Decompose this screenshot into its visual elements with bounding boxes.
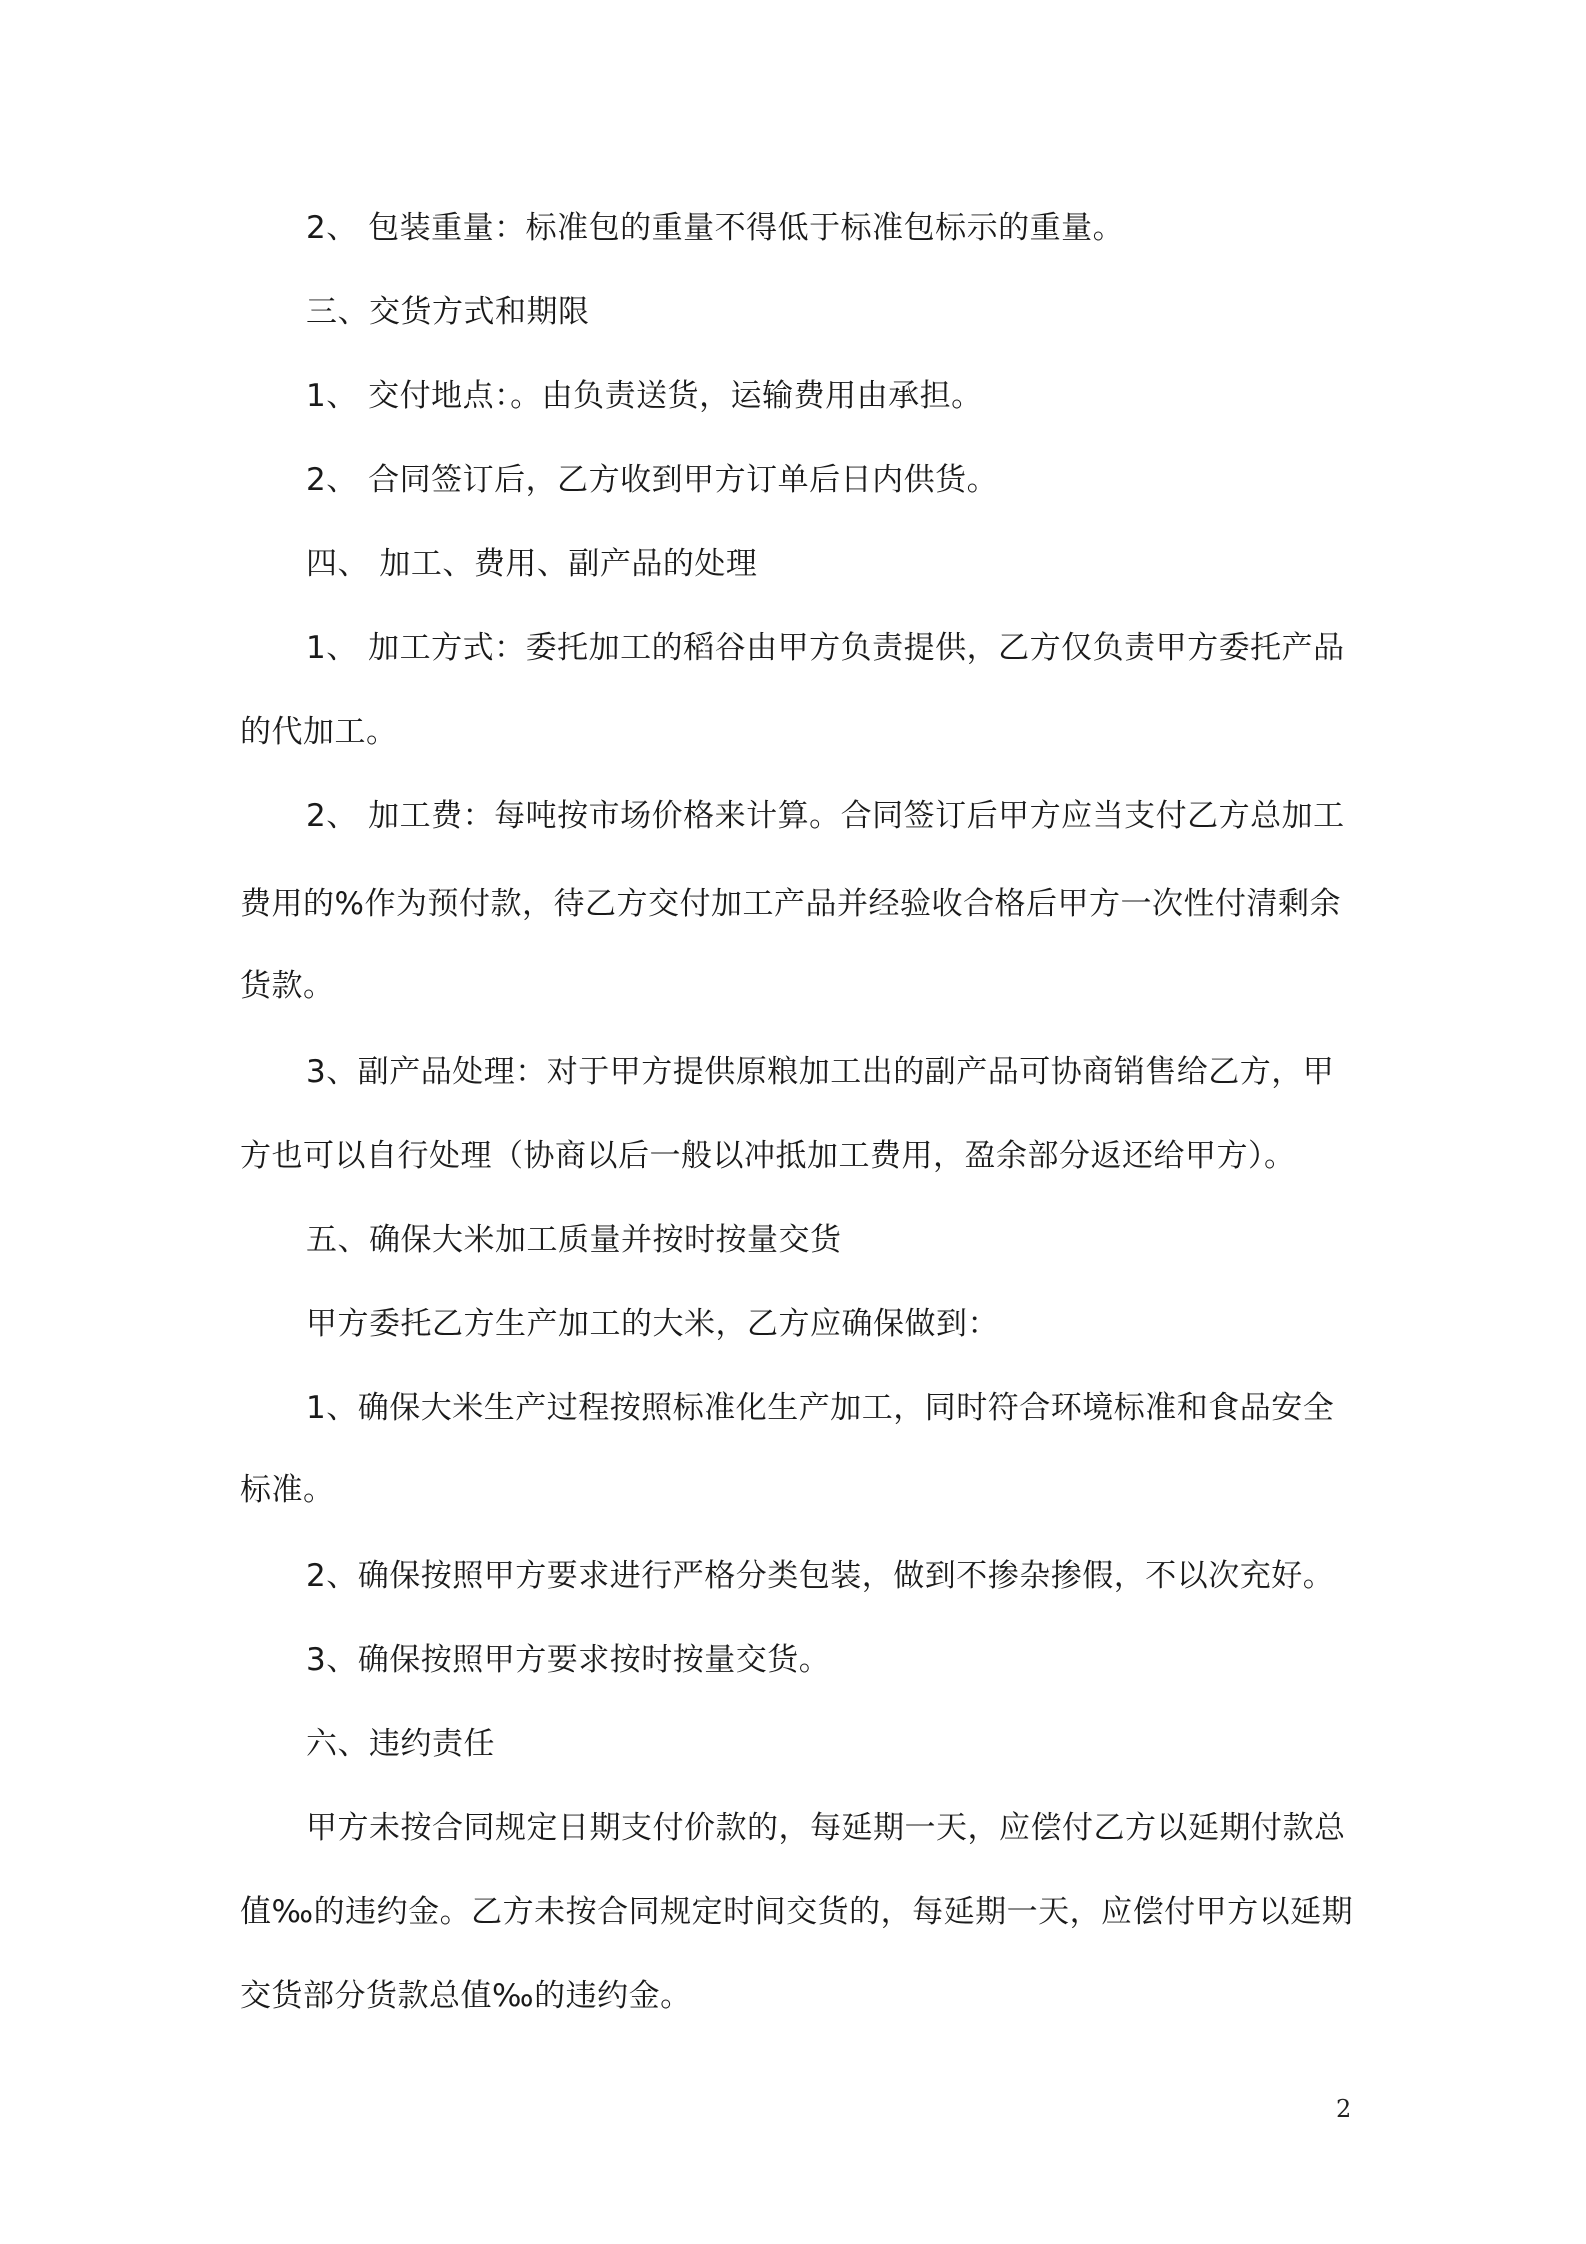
page-number: 2 <box>1336 2095 1352 2123</box>
clause-processing-fee-cont-2: 货款。 <box>240 968 335 1004</box>
section-heading-liability: 六、违约责任 <box>306 1726 495 1762</box>
clause-processing-fee-cont-1: 费用的%作为预付款，待乙方交付加工产品并经验收合格后甲方一次性付清剩余 <box>240 886 1341 922</box>
clause-liability-cont-1: 值‰的违约金。乙方未按合同规定时间交货的，每延期一天，应偿付甲方以延期 <box>240 1894 1354 1930</box>
clause-liability-cont-2: 交货部分货款总值‰的违约金。 <box>240 1978 692 2014</box>
clause-processing-method: 1、 加工方式：委托加工的稻谷由甲方负责提供，乙方仅负责甲方委托产品 <box>306 630 1345 666</box>
clause-quality-packaging: 2、确保按照甲方要求进行严格分类包装，做到不掺杂掺假，不以次充好。 <box>306 1558 1335 1594</box>
clause-quality-standard: 1、确保大米生产过程按照标准化生产加工，同时符合环境标准和食品安全 <box>306 1390 1335 1426</box>
clause-byproduct-cont: 方也可以自行处理（协商以后一般以冲抵加工费用，盈余部分返还给甲方）。 <box>240 1138 1296 1174</box>
clause-quality-standard-cont: 标准。 <box>240 1472 335 1508</box>
clause-byproduct: 3、副产品处理：对于甲方提供原粮加工出的副产品可协商销售给乙方，甲 <box>306 1054 1335 1090</box>
clause-packaging-weight: 2、 包装重量：标准包的重量不得低于标准包标示的重量。 <box>306 210 1125 246</box>
clause-processing-method-cont: 的代加工。 <box>240 714 398 750</box>
clause-processing-fee: 2、 加工费：每吨按市场价格来计算。合同签订后甲方应当支付乙方总加工 <box>306 798 1345 834</box>
clause-delivery-location: 1、 交付地点：。由负责送货，运输费用由承担。 <box>306 378 983 414</box>
clause-quality-delivery: 3、确保按照甲方要求按时按量交货。 <box>306 1642 831 1678</box>
clause-liability: 甲方未按合同规定日期支付价款的，每延期一天，应偿付乙方以延期付款总 <box>306 1810 1346 1846</box>
clause-supply-time: 2、 合同签订后，乙方收到甲方订单后日内供货。 <box>306 462 999 498</box>
section-heading-delivery: 三、交货方式和期限 <box>306 294 590 330</box>
paragraph-quality-intro: 甲方委托乙方生产加工的大米，乙方应确保做到： <box>306 1306 999 1342</box>
section-heading-processing: 四、 加工、费用、副产品的处理 <box>306 546 758 582</box>
section-heading-quality: 五、确保大米加工质量并按时按量交货 <box>306 1222 842 1258</box>
